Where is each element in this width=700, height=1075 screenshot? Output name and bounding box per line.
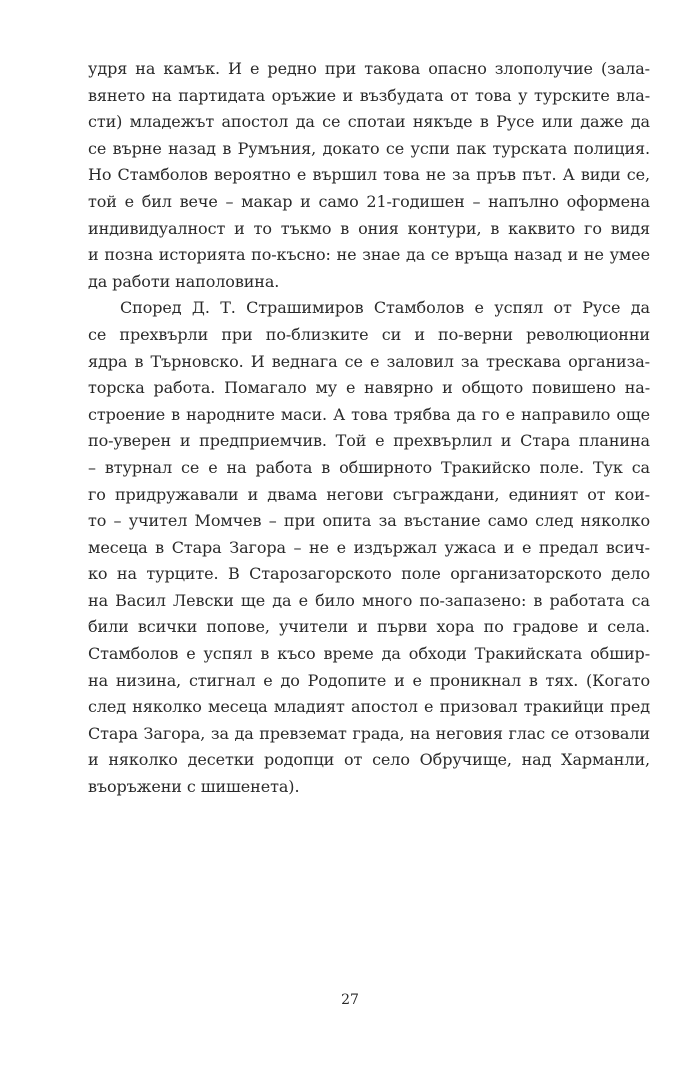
text-line: да работи наполовина. <box>88 271 280 291</box>
text-line: по-уверен и предприемчив. Той е прехвърлил и Стара планина <box>88 431 650 451</box>
body-text <box>88 56 650 801</box>
text-line: Стамболов е успял в късо време да обходи Тракийската обшир- <box>88 644 650 664</box>
text-line: торска работа. Помагало му е навярно и общото повишено на- <box>88 378 650 398</box>
text-line: били всички попове, учители и първи хора по градове и села. <box>88 617 650 637</box>
text-line: месеца в Стара Загора – не е издържал ужаса и е предал всич- <box>88 537 650 557</box>
text-line: удря на камък. И е редно при такова опасно злополучие (зала- <box>88 59 650 78</box>
page-number: 27 <box>341 992 359 1008</box>
text-line: след няколко месеца младият апостол е призовал тракийци пред <box>88 697 650 717</box>
text-line: и позна историята по-късно: не знае да се връща назад и не умее <box>88 245 650 265</box>
text-line: то – учител Момчев – при опита за въстание само след няколко <box>88 511 650 531</box>
text-line: на низина, стигнал е до Родопите и е проникнал в тях. (Когато <box>88 670 650 690</box>
text-line: на Васил Левски ще да е било много по-запазено: в работата са <box>88 590 650 610</box>
paragraph-2 <box>88 295 650 800</box>
text-line: сти) младежът апостол да се спотаи някъде в Русе или даже да <box>88 112 650 132</box>
text-line: – втурнал се е на работа в обширното Тракийско поле. Тук са <box>88 457 650 477</box>
text-line: ядра в Търновско. И веднага се е заловил за трескава организа- <box>88 351 650 371</box>
text-line: ко на турците. В Старозагорското поле организаторското дело <box>88 564 650 584</box>
text-line: Но Стамболов вероятно е вършил това не за пръв път. А види се, <box>88 165 650 185</box>
text-line: строение в народните маси. А това трябва да го е направило още <box>88 404 650 424</box>
text-line: се върне назад в Румъния, докато се успи пак турската полиция. <box>88 138 650 158</box>
text-line: Според Д. Т. Страшимиров Стамболов е успял от Русе да <box>120 298 650 318</box>
text-line: индивидуалност и то тъкмо в ония контури, в каквито го видя <box>88 218 650 238</box>
text-line: Стара Загора, за да превземат града, на неговия глас се отзовали <box>88 723 650 743</box>
text-line: се прехвърли при по-близките си и по-верни революционни <box>88 324 650 344</box>
text-line: и няколко десетки родопци от село Обручище, над Харманли, <box>88 750 650 770</box>
text-line: той е бил вече – макар и само 21-годишен – напълно оформена <box>88 191 650 211</box>
text-line: въоръжени с шишенета). <box>88 777 300 797</box>
text-line: го придружавали и двама негови съграждани, единият от кои- <box>88 484 650 504</box>
text-line: вянето на партидата оръжие и възбудата от това у турските вла- <box>88 85 650 105</box>
paragraph-1 <box>88 56 650 295</box>
